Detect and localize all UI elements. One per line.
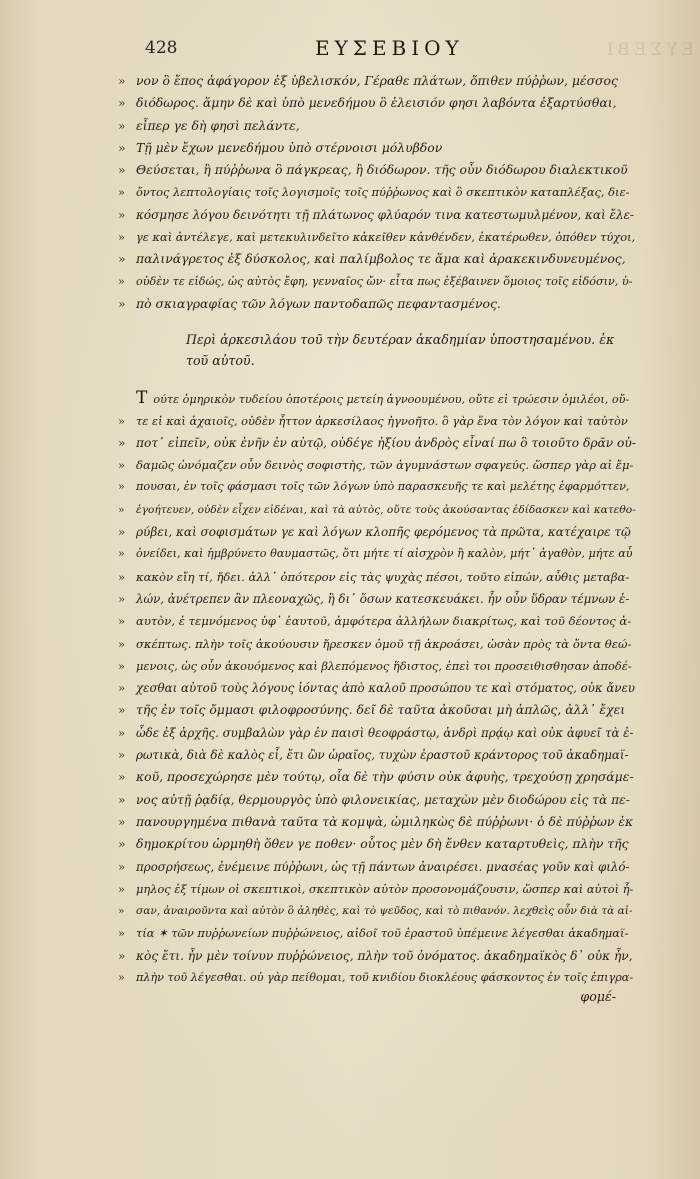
quotation-mark: » <box>118 636 126 651</box>
line-text: οὐδὲν τε εἰδώς, ὡς αὐτὸς ἔφη, γενναῖος ὤν· εἶτα πως ἐξέβαινεν ὅμοιος τοῖς εἰδόσιν, ὑ- <box>136 274 633 288</box>
quotation-mark: » <box>118 926 125 941</box>
text-line <box>118 181 636 203</box>
line-text: ὄντος λεπτολογίαις τοῖς λογισμοῖς τοῖς πύῤῥωνος καὶ ὃ σκεπτικὸν καταπλέξας, διε- <box>136 185 630 200</box>
text-line <box>118 293 636 315</box>
initial-letter: T <box>136 388 148 409</box>
quotation-mark: » <box>118 117 126 133</box>
line-text: γε καὶ ἀντέλεγε, καὶ μετεκυλινδεῖτο κἀκεῖθεν κἀνθένδεν, ἑκατέρωθεν, ὁπόθεν τύχοι, <box>136 230 636 245</box>
line-text: δαμῶς ὠνόμαζεν οὖν δεινὸς σοφιστὴς, τῶν ἀγυμνάστων σφαγεύς. ὥσπερ γὰρ αἱ ἔμ- <box>136 458 634 473</box>
text-line <box>118 92 636 114</box>
quotation-mark: » <box>118 748 126 763</box>
body-passage <box>118 387 636 989</box>
quotation-mark: » <box>118 525 126 540</box>
text-line <box>118 610 636 632</box>
quotation-mark: » <box>118 251 126 267</box>
text-line <box>118 566 636 588</box>
line-text: λών, ἀνέτρεπεν ἂν πλεοναχῶς, ἢ δι᾽ ὅσων κατεσκευάκει. ἦν οὖν ὕδραν τέμνων ἑ- <box>136 591 630 606</box>
text-line <box>118 922 636 944</box>
line-text: νος αὐτῇ ῥᾳδίᾳ, θερμουργὸς ὑπὸ φιλονεικίας, μεταχὼν μὲν διοδώρου εἰς τὰ πε- <box>136 792 630 807</box>
text-line <box>118 744 636 766</box>
quotation-mark: » <box>118 948 126 963</box>
text-line <box>118 967 636 989</box>
page-number: 428 <box>145 38 178 58</box>
line-text: μηλος ἐξ τίμων οἱ σκεπτικοὶ, σκεπτικὸν αὐτὸν προσονομάζουσιν, ὥσπερ καὶ αὐτοὶ ἦ- <box>136 881 634 896</box>
line-text: ποτ᾽ εἰπεῖν, οὐκ ἐνῆν ἐν αὐτῷ, οὐδέγε ἠξίου ἀνδρὸς εἶναί πω ὃ τοιοῦτο δρᾶν οὐ- <box>136 435 636 450</box>
quotation-mark: » <box>118 435 126 450</box>
text-line <box>118 432 636 454</box>
line-text: κὸς ἔτι. ἦν μὲν τοίνυν πυῤῥώνειος, πλὴν τοῦ ὀνόματος. ἀκαδημαϊκὸς δ᾽ οὐκ ἦν, <box>136 948 633 963</box>
text-line <box>118 633 636 655</box>
quotation-mark: » <box>118 769 126 785</box>
line-text: Θεύσεται, ἢ πύῤῥωνα ὃ πάγκρεας, ἢ διόδωρον. τῆς οὖν διόδωρου διαλεκτικοῦ <box>136 162 628 178</box>
text-line <box>118 226 636 248</box>
line-text: ὧδε ἐξ ἀρχῆς. συμβαλὼν γὰρ ἐν παισὶ θεοφράστῳ, ἀνδρὶ πρᾴῳ καὶ οὐκ ἀφυεῖ τὰ ἐ- <box>136 725 634 740</box>
line-text: ρύβει, καὶ σοφισμάτων γε καὶ λόγων κλοπῆς φερόμενος τὰ πρῶτα, κατέχαιρε τῷ <box>136 525 631 540</box>
line-text: τῆς ἐν τοῖς ὄμμασι φιλοφροσύνης. δεῖ δὲ ταῦτα ἀκοῦσαι μὴ ἁπλῶς, ἀλλ᾽ ἔχει <box>136 702 626 718</box>
quotation-mark: » <box>118 413 125 428</box>
text-line <box>118 159 636 181</box>
text-line <box>118 878 636 900</box>
quotation-mark: » <box>118 295 126 311</box>
line-text: προσρήσεως, ἐνέμεινε πύῤῥωνι, ὡς τῇ πάντων ἀναιρέσει. μνασέας γοῦν καὶ φιλό- <box>136 859 630 874</box>
quotation-mark: » <box>118 95 126 111</box>
line-text: διόδωρος. ἅμην δὲ καὶ ὑπὸ μενεδήμου ὃ ἐλεισιόν φησι λαβόντα ἐξαρτύσθαι, <box>136 95 617 111</box>
line-text: σκέπτως. πλὴν τοῖς ἀκούουσιν ἤρεσκεν ὁμοῦ τῇ ἀκροάσει, ὡσὰν πρὸς τὰ ὄντα θεώ- <box>136 636 632 651</box>
section-heading: Περὶ ἀρκεσιλάου τοῦ τὴν δευτέραν ἀκαδημίαν ὑποστησαμένου. ἐκ τοῦ αὐτοῦ. <box>186 332 615 369</box>
text-line <box>118 677 636 699</box>
text-line <box>118 204 636 226</box>
text-line <box>118 833 636 855</box>
text-line <box>118 699 636 721</box>
quotation-mark: » <box>118 792 126 807</box>
quotation-mark: » <box>118 480 125 494</box>
quotation-mark: » <box>118 73 126 88</box>
line-text: μενοις, ὡς οὖν ἀκουόμενος καὶ βλεπόμενος ἥδιστος, ἐπεὶ τοι προσειθισθησαν ἀποδέ- <box>136 658 632 673</box>
text-line <box>118 655 636 677</box>
line-text: ὀνείδει, καὶ ἡμβρύνετο θαυμαστῶς, ὅτι μήτε τί αἰσχρὸν ἢ καλὸν, μήτ᾽ ἀγαθὸν, μήτε αὖ <box>136 547 633 561</box>
line-text: τία ✶ τῶν πυῤῥωνείων πυῤῥώνειος, αἰδοῖ τοῦ ἐραστοῦ ὑπέμεινε λέγεσθαι ἀκαδημαϊ- <box>136 926 629 941</box>
quotation-mark: » <box>118 836 126 852</box>
line-text: πλὴν τοῦ λέγεσθαι. οὐ γὰρ πείθομαι, τοῦ κνιδίου διοκλέους φάσκοντος ἐν τοῖς ἐπιγρα- <box>136 970 634 984</box>
text-line <box>118 454 636 476</box>
quotation-mark: » <box>118 614 126 629</box>
line-text: δημοκρίτου ὡρμηθὴ ὅθεν γε ποθεν· οὗτος μὲν δὴ ἔνθεν καταρτυθεὶς, πλὴν τῆς <box>136 836 629 852</box>
running-head: ΕΥΣΕΒΙΟΥ <box>315 36 464 60</box>
line-text: πουσαι, ἐν τοῖς φάσμασι τοῖς τῶν λόγων ὑπὸ παρασκευῆς τε καὶ μελέτης ἐφαρμόττεν, <box>136 480 630 494</box>
quotation-mark: » <box>118 905 125 918</box>
quotation-mark: » <box>118 881 125 896</box>
text-line <box>118 387 636 409</box>
quotation-mark: » <box>118 185 125 200</box>
text-line <box>118 499 636 521</box>
line-text: Τῇ μὲν ἔχων μενεδήμου ὑπὸ στέρνοισι μόλυβδον <box>136 139 443 155</box>
line-text: εἶπερ γε δὴ φησὶ πελάντε, <box>136 117 300 133</box>
line-text: κοῦ, προσεχώρησε μὲν τούτῳ, οἷα δὲ τὴν φύσιν οὐκ ἀφυὴς, τρεχούσῃ χρησάμε- <box>136 769 634 785</box>
quotation-mark: » <box>118 458 126 473</box>
line-text: κακὸν εἴη τί, ἤδει. ἀλλ᾽ ὁπότερον εἰς τὰς ψυχὰς πέσοι, τοῦτο εἰπών, αὖθις μεταβα- <box>136 569 630 584</box>
quotation-mark: » <box>118 162 126 178</box>
quotation-mark: » <box>118 658 125 673</box>
text-line <box>118 900 636 922</box>
line-text: κόσμησε λόγου δεινότητι τῇ πλάτωνος φλύαρόν τινα κατεστωμυλμένον, καὶ ἔλε- <box>136 207 635 222</box>
quotation-mark: » <box>118 569 126 584</box>
quotation-mark: » <box>118 207 126 222</box>
text-line <box>118 722 636 744</box>
quotation-mark: » <box>118 725 126 740</box>
text-line <box>118 766 636 788</box>
quotation-mark: » <box>118 970 125 984</box>
text-line <box>118 543 636 565</box>
quotation-mark: » <box>118 859 126 874</box>
text-line <box>118 70 636 92</box>
line-text: ρωτικὰ, διὰ δὲ καλὸς εἶ, ἔτι ὢν ὡραῖος, τυχὼν ἐραστοῦ κράντορος τοῦ ἀκαδημαϊ- <box>136 748 629 763</box>
text-block <box>118 70 636 1013</box>
quotation-mark: » <box>118 702 126 718</box>
text-line <box>118 410 636 432</box>
text-line <box>118 248 636 270</box>
line-text: χεσθαι αὐτοῦ τοὺς λόγους ἰόντας ἀπὸ καλοῦ προσώπου τε καὶ στόματος, οὐκ ἄνευ <box>136 681 635 696</box>
text-line <box>118 789 636 811</box>
quotation-mark: » <box>118 230 125 245</box>
quotation-mark: » <box>118 503 125 516</box>
quotation-mark: » <box>118 139 126 155</box>
page-header <box>145 38 635 64</box>
bleed-through-text: ΕΥΣΕΒΙ <box>602 40 694 60</box>
line-text: πανουργημένα πιθανὰ ταῦτα τὰ κομψὰ, ὡμιληκὼς δὲ πύῤῥωνι· ὁ δὲ πύῤῥων ἐκ <box>136 813 634 829</box>
quotation-mark: » <box>118 681 126 696</box>
quotation-mark: » <box>118 547 125 561</box>
text-line <box>118 811 636 833</box>
line-text: νον ὃ ἔπος ἀφάγορον ἐξ ὑβελισκόν, Γέραθε πλάτων, ὄπιθεν πύῤῥων, μέσσος <box>136 73 618 88</box>
line-text: παλινάγρετος ἐξ δύσκολος, καὶ παλίμβολος τε ἅμα καὶ ἀρακεκινδυνευμένος, <box>136 251 626 267</box>
text-line <box>118 856 636 878</box>
text-line <box>118 115 636 137</box>
text-line <box>118 476 636 498</box>
text-line <box>118 521 636 543</box>
line-text: πὸ σκιαγραφίας τῶν λόγων παντοδαπῶς πεφαντασμένος. <box>136 295 501 311</box>
text-line <box>118 271 636 293</box>
catchword: φομέ- <box>580 989 616 1005</box>
line-text: αυτὸν, ἐ τεμνόμενος ὑφ᾽ ἑαυτοῦ, ἀμφότερα ἀλλήλων διακρίτως, καὶ τοῦ δέοντος ἀ- <box>136 614 632 629</box>
quotation-mark: » <box>118 274 125 288</box>
quotation-mark: » <box>118 591 126 606</box>
quoted-passage <box>118 70 636 315</box>
line-text: ούτε ὁμηρικὸν τυδείου ὁποτέροις μετείη ἀγνοουμένου, οὔτε εἰ τρώεσιν ὁμιλέοι, οὔ- <box>153 393 630 407</box>
text-line <box>118 588 636 610</box>
line-text: τε εἰ καὶ ἀχαιοῖς, οὐδὲν ἧττον ἀρκεσίλαος ἠγνοῆτο. ὃ γὰρ ἕνα τὸν λόγον καὶ ταὐτὸν <box>136 413 628 428</box>
text-line <box>118 945 636 967</box>
text-line <box>118 137 636 159</box>
quotation-mark: » <box>118 813 126 829</box>
line-text: ἐγοήτευεν, οὐδὲν εἶχεν εἰδέναι, καὶ τὰ αὐτὸς, οὔτε τοὺς ἀκούσαντας ἐδίδασκεν καὶ κατεθο- <box>136 503 636 516</box>
line-text: σαν, ἀναιροῦντα καὶ αὐτὸν ὃ ἀληθὲς, καὶ τὸ ψεῦδος, καὶ τὸ πιθανόν. λεχθεὶς οὖν διὰ τὰ αἰ- <box>136 905 633 918</box>
